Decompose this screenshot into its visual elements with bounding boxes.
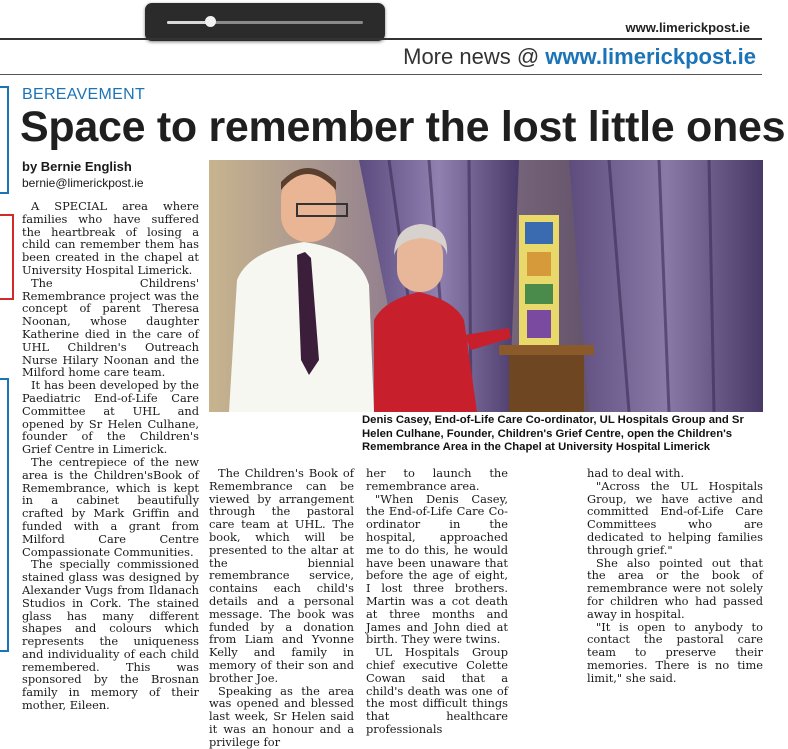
paragraph: "Across the UL Hospitals Group, we have active and committed End-of-Life Care Committees who are dedicated to helping families through grief." <box>587 478 763 557</box>
article-column-2 <box>209 467 354 749</box>
header-rule <box>0 38 762 40</box>
paragraph: UL Hospitals Group chief executive Colette Cowan said that a child's death was one of the most difficult things that healthcare professionals <box>366 645 508 736</box>
paragraph: her to launch the remembrance area. <box>366 466 508 493</box>
article-column-3 <box>366 467 508 736</box>
paragraph: The Children's Book of Remembrance can be viewed by arrangement through the pastoral care team at UHL. The book, which will be presented to the altar at the biennial remembrance service, contains each child's details and a personal message. The book was funded by a donation from Liam and Yvonne Kelly and family in memory of their son and brother Joe. <box>209 466 354 685</box>
more-news-banner <box>403 44 756 70</box>
article-photo <box>209 160 763 412</box>
paragraph: The Childrens' Remembrance project was the concept of parent Theresa Noonan, whose daughter Katherine died in the care of UHL Children's Outreach Nurse Hilary Noonan and the Milford home care team. <box>22 275 199 380</box>
video-player-bar[interactable] <box>145 3 385 41</box>
photo-illustration <box>209 160 763 412</box>
paragraph: Speaking as the area was opened and blessed last week, Sr Helen said it was an honour and a privilege for <box>209 683 354 749</box>
paragraph: "When Denis Casey, the End-of-Life Care Co-ordinator in the hospital, approached me to do this, he would have been unaware that before the age of eight, I lost three brothers. Martin was a cot death at three months and James and John died at birth. They were twins. <box>366 491 508 647</box>
adjacent-article-edge-lower <box>0 378 9 652</box>
progress-thumb[interactable] <box>205 16 216 27</box>
author-email[interactable]: bernie@limerickpost.ie <box>22 176 144 190</box>
site-url: www.limerickpost.ie <box>625 20 750 35</box>
paragraph: A SPECIAL area where families who have suffered the heartbreak of losing a child can remember them has been created in the chapel at University Hospital Limerick. <box>22 199 199 277</box>
article-byline: by Bernie English <box>22 159 132 174</box>
adjacent-ad-edge <box>0 214 14 300</box>
paragraph: "It is open to anybody to contact the pastoral care team to preserve their memories. There is no time limit," she said. <box>587 619 763 685</box>
article-column-1 <box>22 200 199 712</box>
article-category: BEREAVEMENT <box>22 86 146 103</box>
paragraph: The specially commissioned stained glass was designed by Alexander Vugs from Ildanach Studios in Cork. The stained glass has many different shapes and colours which represents the uniqueness and individuality of each child remembered. This was sponsored by the Brosnan family in memory of their mother, Eileen. <box>22 557 199 713</box>
progress-track[interactable] <box>167 21 363 24</box>
article-column-4 <box>587 467 763 685</box>
photo-caption: Denis Casey, End-of-Life Care Co-ordinator, UL Hospitals Group and Sr Helen Culhane, Founder, Children's Grief Centre, open the Children's Remembrance Area in the Chapel at University Hospital Limerick <box>362 414 744 454</box>
paragraph: It has been developed by the Paediatric End-of-Life Care Committee at UHL and opened by Sr Helen Culhane, founder of the Children's Grief Centre in Limerick. <box>22 378 199 457</box>
paragraph: She also pointed out that the area or the book of remembrance were not solely for children who had passed away in hospital. <box>587 555 763 621</box>
more-news-label: More news @ <box>403 44 540 69</box>
progress-fill <box>167 21 210 24</box>
banner-rule <box>0 74 762 75</box>
article-headline: Space to remember the lost little ones <box>20 103 786 151</box>
more-news-link[interactable]: www.limerickpost.ie <box>545 44 756 69</box>
paragraph: The centrepiece of the new area is the Children'sBook of Remembrance, which is kept in a cabinet beautifully crafted by Mark Griffin and funded with a grant from Milford Care Centre Compassionate Communities. <box>22 454 199 559</box>
paragraph: had to deal with. <box>587 466 685 480</box>
adjacent-article-edge <box>0 86 9 194</box>
